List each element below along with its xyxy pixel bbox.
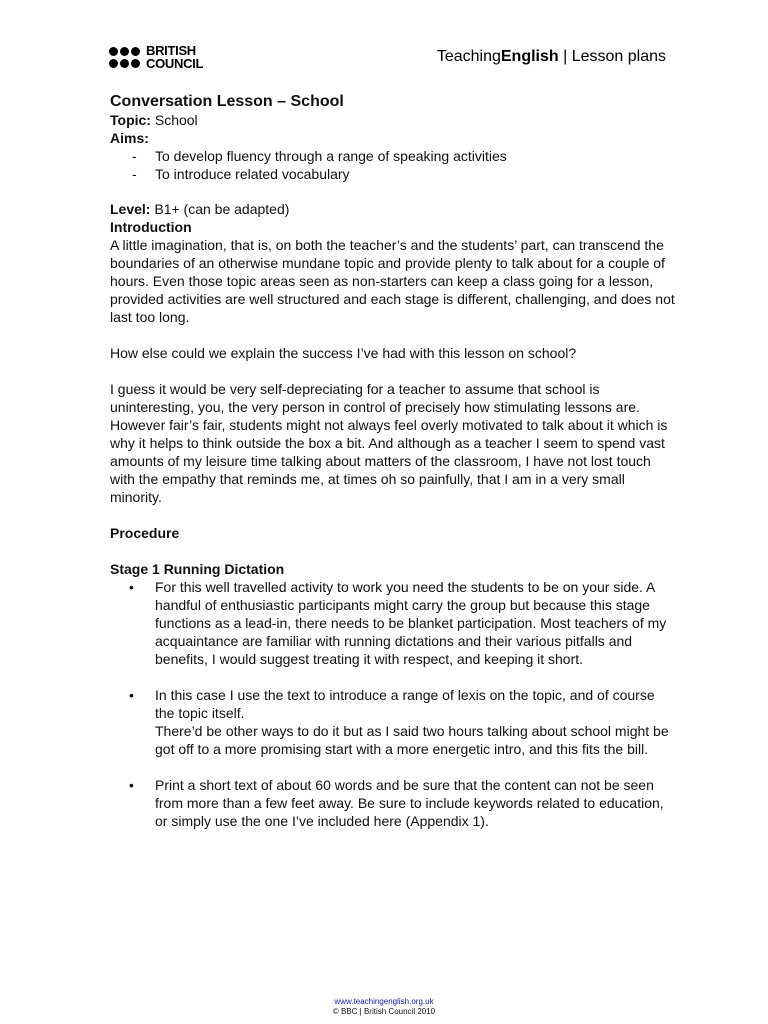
procedure-heading: Procedure (110, 525, 180, 541)
aim-item: - To develop fluency through a range of speaking activities (110, 147, 675, 165)
bullet-icon: • (129, 579, 134, 595)
document-body (110, 93, 675, 848)
footer-url-link[interactable]: www.teachingenglish.org.uk (334, 997, 434, 1006)
bullet-item: • In this case I use the text to introduce a range of lexis on the topic, and of course the topic itself. There’d be other ways to do it but as I said two hours talking about school might be got off to a more promising start with a more energetic intro, and this fits the bill. (129, 687, 669, 757)
footer-copyright: © BBC | British Council 2010 (332, 1007, 436, 1016)
document-title: Conversation Lesson – School (110, 93, 344, 110)
aim-item: - To introduce related vocabulary (110, 165, 675, 183)
introduction-heading: Introduction (110, 219, 192, 235)
logo-dots-icon (109, 47, 140, 68)
bullet-item: • Print a short text of about 60 words and be sure that the content can not be seen from more than a few feet away. Be sure to include keywords related to education, or simply use the one I’ve included here (Appendix 1). (129, 777, 664, 829)
bullet-item: • For this well travelled activity to work you need the students to be on your side. A handful of enthusiastic participants might carry the group but because this stage functions as a lead-in, there needs to be blanket participation. Most teachers of my acquaintance are familiar with running dictations and their various pitfalls and benefits, I would suggest treating it with respect, and keeping it short. (129, 579, 667, 667)
aims-label: Aims: (110, 130, 149, 146)
level-line: Level: B1+ (can be adapted) (110, 201, 290, 217)
aims-list (110, 147, 675, 183)
bullet-icon: • (129, 777, 134, 793)
aims-section (110, 129, 675, 183)
logo-wordmark: BRITISH COUNCIL (146, 43, 204, 71)
stage1-heading: Stage 1 Running Dictation (110, 561, 285, 577)
introduction-paragraph: A little imagination, that is, on both the teacher’s and the students’ part, can transcend the boundaries of an otherwise mundane topic and provide plenty to talk about for a couple of hours. Even those topic areas seen as non-starters can keep a class going for a lesson, provided activities are well structured and each stage is different, challenging, and does not last too long. (110, 237, 675, 325)
british-council-logo (109, 44, 203, 70)
bullet-icon: • (129, 687, 134, 703)
introduction-paragraph: I guess it would be very self-depreciating for a teacher to assume that school is uninteresting, you, the very person in control of precisely how stimulating lessons are. However fair’s fair, students might not always feel overly motivated to talk about it which is why it helps to think outside the box a bit. And although as a teacher I seem to spend vast amounts of my leisure time talking about matters of the classroom, I have not lost touch with the empathy that reminds me, at times oh so painfully, that I am in a very small minority. (110, 381, 668, 505)
topic-line: Topic: School (110, 112, 198, 128)
introduction-paragraph: How else could we explain the success I’ve had with this lesson on school? (110, 345, 577, 361)
stage1-bullet-list (110, 578, 675, 830)
page-footer (0, 997, 768, 1017)
teaching-english-header: TeachingEnglish | Lesson plans (436, 48, 666, 65)
